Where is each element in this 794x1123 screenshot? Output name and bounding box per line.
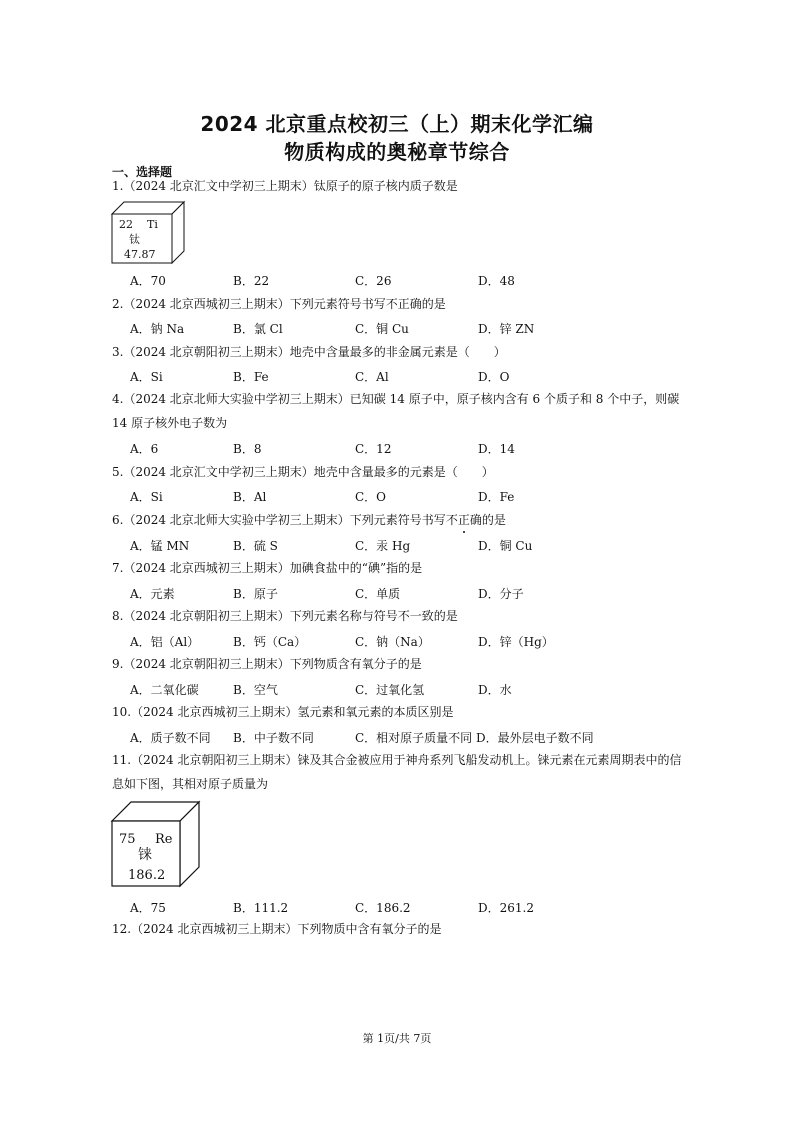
- option-d[interactable]: D．锌（Hg）: [478, 635, 554, 649]
- element-card-ti: [110, 199, 190, 265]
- emphasized-text: 不正确: [445, 513, 482, 527]
- option-a[interactable]: A．Si: [130, 370, 163, 384]
- option-c[interactable]: C．相对原子质量不同: [355, 731, 473, 745]
- option-c[interactable]: C．单质: [355, 587, 401, 601]
- element-card-re: [110, 799, 202, 889]
- option-c[interactable]: C．钠（Na）: [355, 635, 430, 649]
- option-c[interactable]: C．Al: [355, 370, 389, 384]
- question-2: 2.（2024 北京西城初三上期末）下列元素符号书写不正确的是: [112, 297, 446, 311]
- question-5: 5.（2024 北京汇文中学初三上期末）地壳中含量最多的元素是（ ）: [112, 465, 494, 479]
- question-1: 1.（2024 北京汇文中学初三上期末）钛原子的原子核内质子数是: [112, 179, 458, 193]
- question-10: 10.（2024 北京西城初三上期末）氢元素和氧元素的本质区别是: [112, 705, 454, 719]
- option-a[interactable]: A．二氧化碳: [130, 683, 199, 697]
- question-7: 7.（2024 北京西城初三上期末）加碘食盐中的“碘”指的是: [112, 561, 423, 575]
- element-name: 钛: [129, 233, 140, 246]
- option-d[interactable]: D．261.2: [478, 901, 534, 915]
- option-d[interactable]: D．锌 ZN: [478, 322, 535, 336]
- option-c[interactable]: C．铜 Cu: [355, 322, 409, 336]
- option-a[interactable]: A．Si: [130, 490, 163, 504]
- option-d[interactable]: D．水: [478, 683, 512, 697]
- element-name: 铼: [138, 847, 152, 863]
- question-4: 4.（2024 北京北师大实验中学初三上期末）已知碳 14 原子中，原子核内含有 6 个质子和 8 个中子，则碳 14 原子核外电子数为: [112, 392, 680, 430]
- question-12: 12.（2024 北京西城初三上期末）下列物质中含有氧分子的是: [112, 922, 442, 936]
- question-6: [112, 512, 506, 529]
- element-number: 22: [119, 218, 133, 231]
- question-6-text-after: 的是: [481, 513, 506, 527]
- option-c[interactable]: C．12: [355, 442, 392, 456]
- option-b[interactable]: B．硫 S: [233, 539, 278, 553]
- option-b[interactable]: B．Fe: [233, 370, 269, 384]
- option-d[interactable]: D．14: [478, 442, 515, 456]
- option-d[interactable]: D．分子: [478, 587, 524, 601]
- element-number: 75: [119, 832, 136, 847]
- document-title: 2024 北京重点校初三（上）期末化学汇编: [200, 112, 594, 136]
- section-heading: 一、选择题: [112, 165, 173, 179]
- option-c[interactable]: C．O: [355, 490, 387, 504]
- option-d[interactable]: D．最外层电子数不同: [476, 731, 594, 745]
- option-b[interactable]: B．空气: [233, 683, 278, 697]
- option-a[interactable]: A．70: [130, 274, 166, 288]
- question-3: 3.（2024 北京朝阳初三上期末）地壳中含量最多的非金属元素是（ ）: [112, 345, 506, 359]
- option-a[interactable]: A．6: [130, 442, 159, 456]
- option-d[interactable]: D．铜 Cu: [478, 539, 533, 553]
- element-symbol: Ti: [147, 218, 158, 231]
- option-b[interactable]: B．中子数不同: [233, 731, 314, 745]
- document-subtitle: 物质构成的奥秘章节综合: [284, 140, 510, 164]
- option-b[interactable]: B．Al: [233, 490, 267, 504]
- option-b[interactable]: B．8: [233, 442, 262, 456]
- option-c[interactable]: C．过氧化氢: [355, 683, 425, 697]
- page-footer: 第 1页/共 7页: [362, 1032, 432, 1045]
- option-c[interactable]: C．26: [355, 274, 392, 288]
- element-mass: 186.2: [128, 868, 166, 883]
- option-b[interactable]: B．氯 Cl: [233, 322, 283, 336]
- option-a[interactable]: A．质子数不同: [130, 731, 211, 745]
- option-c[interactable]: C．汞 Hg: [355, 539, 411, 553]
- option-b[interactable]: B．钙（Ca）: [233, 635, 307, 649]
- question-8: 8.（2024 北京朝阳初三上期末）下列元素名称与符号不一致的是: [112, 609, 458, 623]
- option-d[interactable]: D．Fe: [478, 490, 515, 504]
- option-a[interactable]: A．75: [130, 901, 166, 915]
- option-d[interactable]: D．O: [478, 370, 510, 384]
- element-mass: 47.87: [124, 248, 156, 261]
- question-11: 11.（2024 北京朝阳初三上期末）铼及其合金被应用于神舟系列飞船发动机上。铼元素在元素周期表中的信息如下图，其相对原子质量为: [112, 753, 682, 791]
- option-b[interactable]: B．原子: [233, 587, 278, 601]
- option-c[interactable]: C．186.2: [355, 901, 411, 915]
- option-b[interactable]: B．22: [233, 274, 270, 288]
- question-9: 9.（2024 北京朝阳初三上期末）下列物质含有氧分子的是: [112, 657, 422, 671]
- question-6-text-before: 6.（2024 北京北师大实验中学初三上期末）下列元素符号书写: [112, 513, 446, 527]
- option-b[interactable]: B．111.2: [233, 901, 289, 915]
- option-a[interactable]: A．锰 MN: [130, 539, 190, 553]
- option-a[interactable]: A．元素: [130, 587, 175, 601]
- option-a[interactable]: A．铝（Al）: [130, 635, 200, 649]
- option-a[interactable]: A．钠 Na: [130, 322, 185, 336]
- element-symbol: Re: [155, 832, 173, 847]
- option-d[interactable]: D．48: [478, 274, 515, 288]
